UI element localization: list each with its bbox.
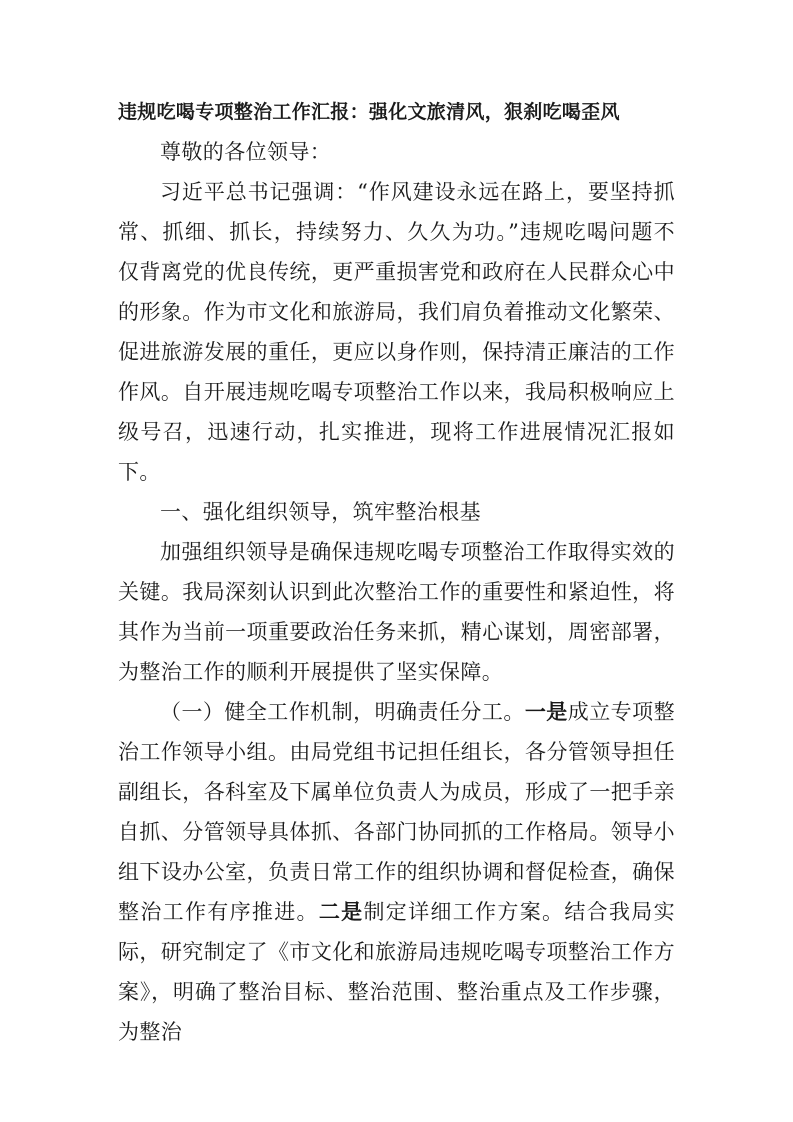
first-point-text: 成立专项整治工作领导小组。由局党组书记担任组长，各分管领导担任副组长，各科室及下属单位负责人为成员，形成了一把手亲自抓、分管领导具体抓、各部门协同抓的工作格局。领导小组下设办公室，负责日常工作的组织协调和督促检查，确保整治工作有序推进。: [118, 700, 675, 924]
second-point-label: 二是: [318, 899, 364, 924]
first-point-label: 一是: [524, 699, 568, 724]
second-point-text: 制定详细工作方案。结合我局实际，研究制定了《市文化和旅游局违规吃喝专项整治工作方案》，明确了整治目标、整治范围、整治重点及工作步骤，为整治: [118, 900, 675, 1044]
section-1-heading: 一、强化组织领导，筑牢整治根基: [160, 500, 481, 524]
salutation: 尊敬的各位领导：: [160, 140, 332, 164]
intro-paragraph: 习近平总书记强调：“作风建设永远在路上，要坚持抓常、抓细、抓长，持续努力、久久为功。”违规吃喝问题不仅背离党的优良传统，更严重损害党和政府在人民群众心中的形象。作为市文化和旅游局，我们肩负着推动文化繁荣、促进旅游发展的重任，更应以身作则，保持清正廉洁的工作作风。自开展违规吃喝专项整治工作以来，我局积极响应上级号召，迅速行动，扎实推进，现将工作进展情况汇报如下。: [118, 180, 675, 484]
document-title: 违规吃喝专项整治工作汇报：强化文旅清风，狠刹吃喝歪风: [118, 101, 620, 123]
subsection-1-heading: （一）健全工作机制，明确责任分工。: [160, 700, 525, 724]
subsection-1-paragraph: [118, 692, 675, 1052]
section-1-paragraph: 加强组织领导是确保违规吃喝专项整治工作取得实效的关键。我局深刻认识到此次整治工作的重要性和紧迫性，将其作为当前一项重要政治任务来抓，精心谋划，周密部署，为整治工作的顺利开展提供了坚实保障。: [118, 540, 675, 684]
